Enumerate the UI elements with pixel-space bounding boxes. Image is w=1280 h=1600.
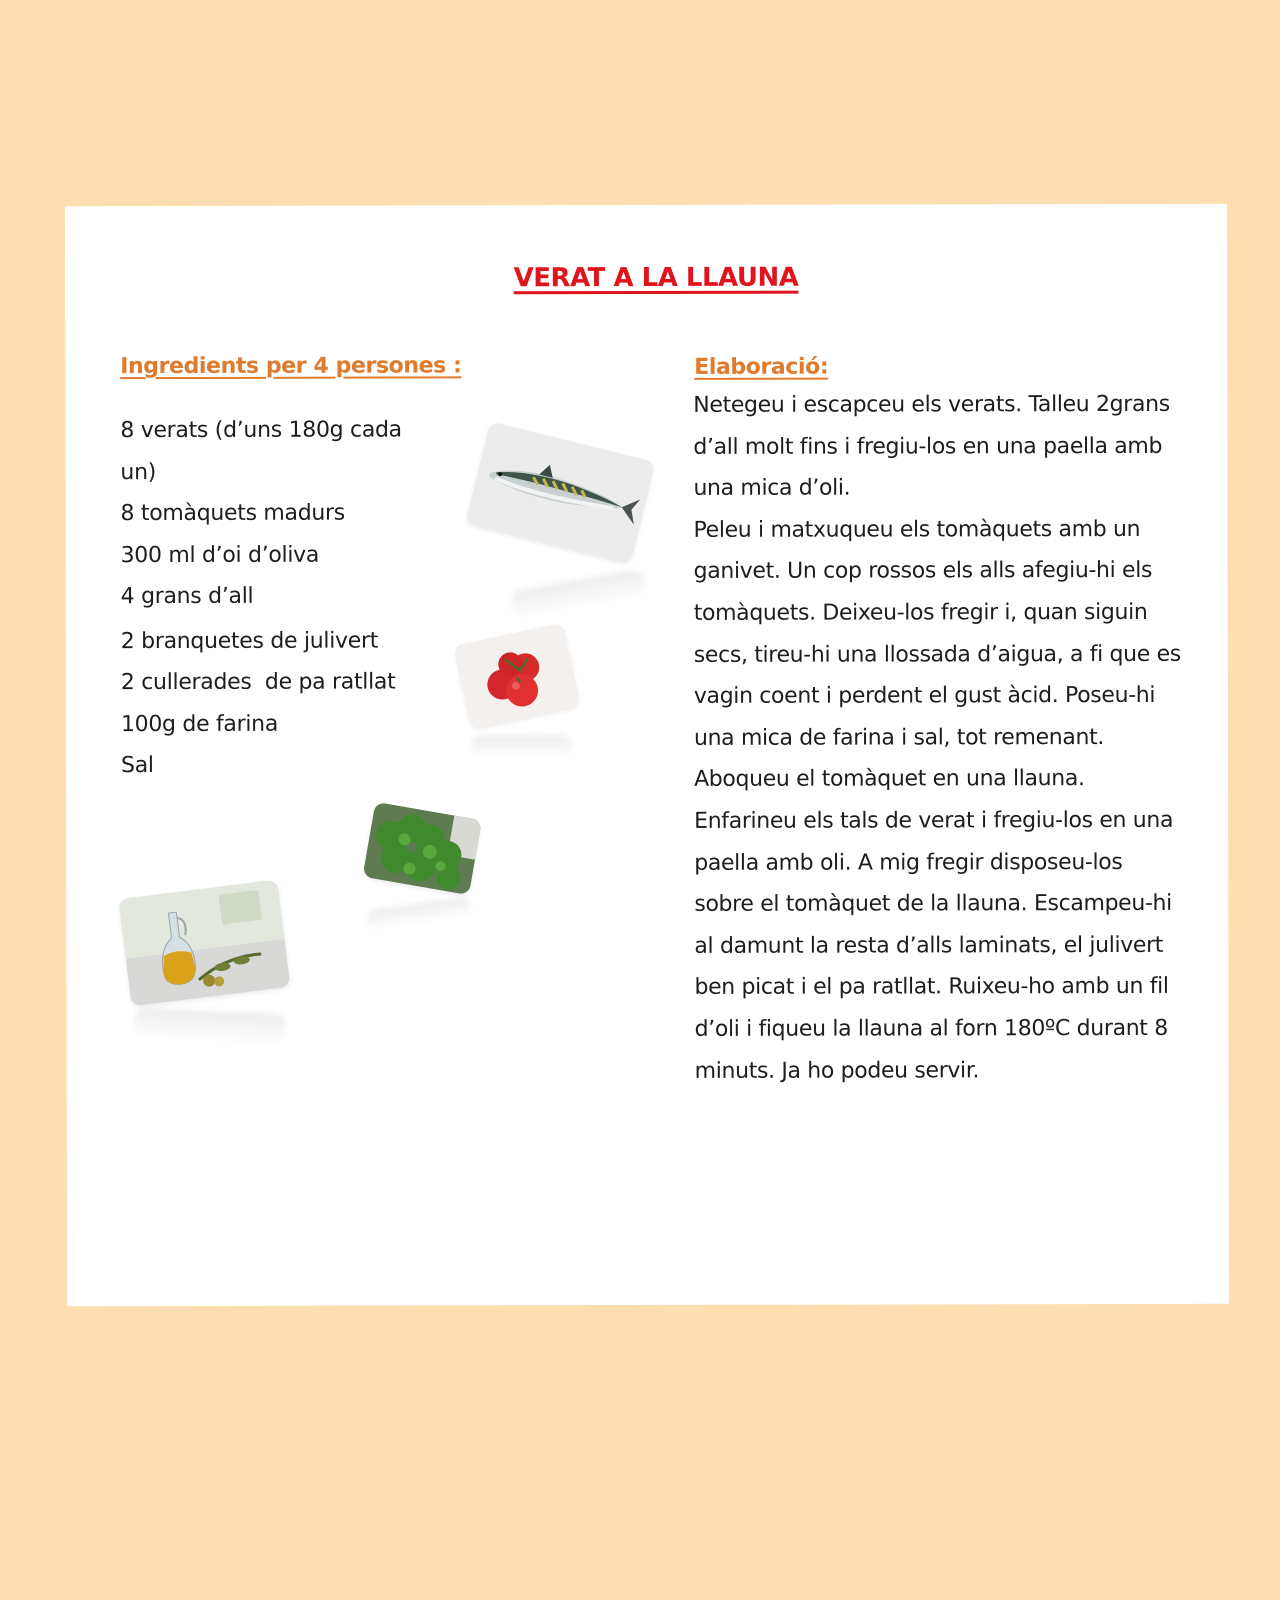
fish-icon: [465, 421, 655, 564]
elaboration-paragraph: Peleu i matxuqueu els tomàquets amb un ganivet. Un cop rossos els alls afegiu-hi els tomàquets. Deixeu-los fregir i, quan siguin secs, tireu-hi una llossada d’aigua, a fi que es vagin coent i perdent el gust àcid. Poseu-hi una mica de farina i sal, tot remenant. Aboqueu el tomàquet en una llauna. Enfarineu els tals de verat i fregiu-los en una paella amb oli. A mig fregir disposeu-los sobre el tomàquet de la llauna. Escampeu-hi al damunt la resta d’alls laminats, el julivert ben picat i el pa ratllat. Ruixeu-ho amb un fil d’oli i fiqueu la llauna al forn 180ºC durant 8 minuts. Ja ho podeu servir.: [693, 516, 1181, 1084]
fish-reflection: [509, 569, 647, 620]
ingredient-item: 300 ml d’oi d’oliva: [120, 542, 320, 568]
recipe-sheet: [65, 204, 1229, 1306]
elaboration-heading: Elaboració:: [694, 354, 829, 380]
mackerel-photo: [465, 421, 655, 564]
olive-oil-reflection: [134, 1007, 285, 1044]
olive-oil-icon: [118, 879, 290, 1006]
tomato-reflection: [471, 735, 571, 757]
elaboration-paragraph: Netegeu i escapceu els verats. Talleu 2grans d’all molt fins i fregiu-los en una paella amb una mica d’oli.: [693, 391, 1170, 502]
tomatoes-photo: [453, 622, 580, 729]
olive-oil-photo: [118, 879, 290, 1006]
ingredient-item: 8 tomàquets madurs: [120, 500, 345, 527]
recipe-title: VERAT A LA LLAUNA: [513, 262, 799, 294]
tomato-icon: [453, 622, 580, 729]
elaboration-text: [693, 384, 1184, 1092]
ingredient-item: Sal: [120, 753, 154, 779]
ingredient-item: 2 cullerades de pa ratllat: [120, 669, 396, 696]
ingredient-item: 8 verats (d’uns 180g cada un): [120, 417, 402, 485]
parsley-photo: [362, 802, 481, 895]
parsley-reflection: [365, 896, 472, 931]
parsley-icon: [362, 802, 481, 895]
ingredient-item: 100g de farina: [120, 711, 279, 737]
ingredients-heading: Ingredients per 4 persones :: [120, 353, 462, 380]
ingredients-list: [120, 409, 461, 786]
ingredient-item: 2 branquetes de julivert: [120, 628, 379, 654]
ingredient-item: 4 grans d’all: [120, 583, 254, 610]
